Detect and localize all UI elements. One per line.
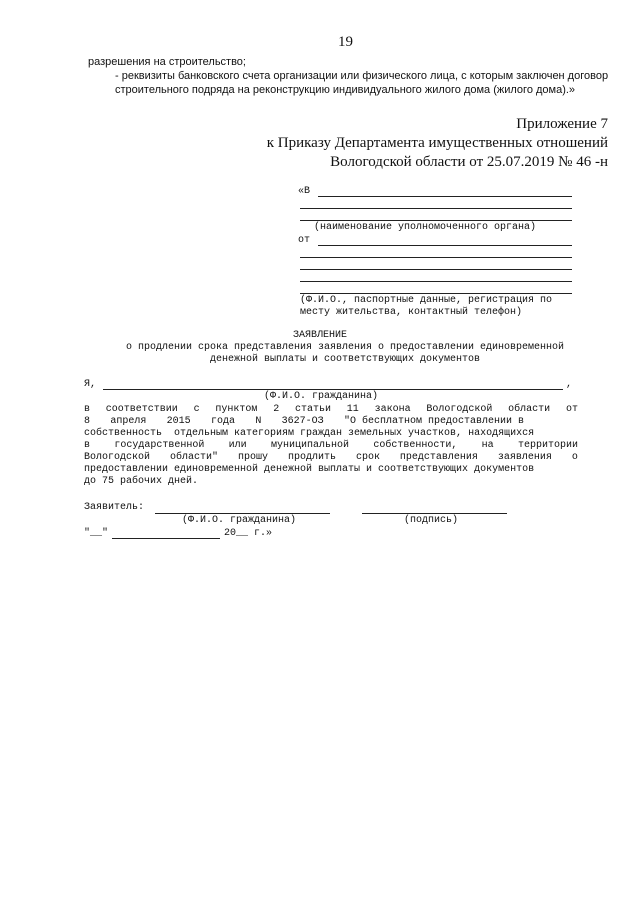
body-word: 2015: [166, 416, 191, 427]
body-word: или: [228, 440, 247, 451]
body-word: в: [84, 404, 91, 415]
body-word: заявления: [497, 452, 552, 463]
prev-text-line-1: разрешения на строительство;: [88, 56, 246, 68]
prev-text-line-3: строительного подряда на реконструкцию индивидуального жилого дома (жилого дома).»: [115, 84, 576, 96]
signature-sign-caption: (подпись): [404, 515, 459, 526]
statement-subtitle-1: о продлении срока представления заявления о предоставлении единовременной: [125, 342, 565, 353]
body-word: области: [508, 404, 551, 415]
body-word: пунктом: [215, 404, 258, 415]
body-word: с: [193, 404, 200, 415]
signature-name-line: [155, 513, 330, 514]
body-word: "О бесплатном предоставлении в: [343, 416, 524, 427]
date-day: "__": [84, 528, 109, 539]
authority-line-3: [300, 220, 572, 221]
applicant-caption-2: месту жительства, контактный телефон): [300, 307, 523, 318]
name-line: [103, 389, 563, 390]
body-word: продлить: [287, 452, 336, 463]
body-word: закона: [374, 404, 411, 415]
body-word: государственной: [114, 440, 205, 451]
date-year: 20__ г.»: [224, 528, 273, 539]
body-word: на: [481, 440, 494, 451]
applicant-caption-1: (Ф.И.О., паспортные данные, регистрация по: [300, 295, 553, 306]
body-word: Вологодской: [84, 452, 151, 463]
body-word: прошу: [237, 452, 268, 463]
body-line-2: [84, 416, 524, 427]
statement-title: ЗАЯВЛЕНИЕ: [292, 330, 347, 341]
body-word: статьи: [294, 404, 331, 415]
body-word: собственности,: [373, 440, 458, 451]
body-word: года: [210, 416, 235, 427]
body-word: Вологодской: [426, 404, 493, 415]
appendix-order: к Приказу Департамента имущественных отношений: [266, 135, 608, 151]
body-word: области": [169, 452, 218, 463]
name-line-comma: ,: [566, 379, 573, 390]
body-line-3: собственность отдельным категориям граждан земельных участков, находящихся: [84, 428, 535, 439]
authority-line-2: [300, 208, 572, 209]
applicant-line-4: [300, 281, 572, 282]
authority-line-1: [318, 196, 572, 197]
body-word: территории: [517, 440, 578, 451]
body-word: о: [571, 452, 578, 463]
signature-sign-line: [362, 513, 507, 514]
body-word: N: [255, 416, 262, 427]
date-month-line: [112, 538, 220, 539]
body-word: 2: [273, 404, 280, 415]
body-word: от: [565, 404, 578, 415]
page-number: 19: [338, 34, 353, 50]
body-word: муниципальной: [270, 440, 349, 451]
prev-text-line-2: - реквизиты банковского счета организации или физического лица, с которым заключен договор: [115, 70, 609, 82]
to-prefix: «В: [298, 186, 311, 197]
applicant-line-1: [318, 245, 572, 246]
body-word: 11: [346, 404, 359, 415]
body-line-7: до 75 рабочих дней.: [84, 476, 199, 487]
applicant-label: Заявитель:: [84, 502, 145, 513]
body-line-6: предоставлении единовременной денежной выплаты и соответствующих документов: [84, 464, 535, 475]
appendix-date: Вологодской области от 25.07.2019 № 46 -н: [330, 154, 608, 170]
body-word: срок: [355, 452, 380, 463]
statement-subtitle-2: денежной выплаты и соответствующих документов: [209, 354, 481, 365]
body-word: 3627-ОЗ: [281, 416, 324, 427]
applicant-line-3: [300, 269, 572, 270]
body-word: соответствии: [105, 404, 178, 415]
authority-caption: (наименование уполномоченного органа): [314, 222, 537, 233]
from-prefix: от: [298, 235, 311, 246]
appendix-title: Приложение 7: [516, 116, 608, 132]
body-word: в: [84, 440, 91, 451]
signature-name-caption: (Ф.И.О. гражданина): [182, 515, 297, 526]
body-line-5: [84, 452, 578, 463]
body-line-4: [84, 440, 578, 451]
body-word: апреля: [110, 416, 147, 427]
body-line-1: [84, 404, 578, 415]
i-prefix: Я,: [84, 379, 97, 390]
name-caption: (Ф.И.О. гражданина): [264, 391, 379, 402]
applicant-line-5: [300, 293, 572, 294]
applicant-line-2: [300, 257, 572, 258]
body-word: 8: [84, 416, 91, 427]
body-word: представления: [399, 452, 478, 463]
